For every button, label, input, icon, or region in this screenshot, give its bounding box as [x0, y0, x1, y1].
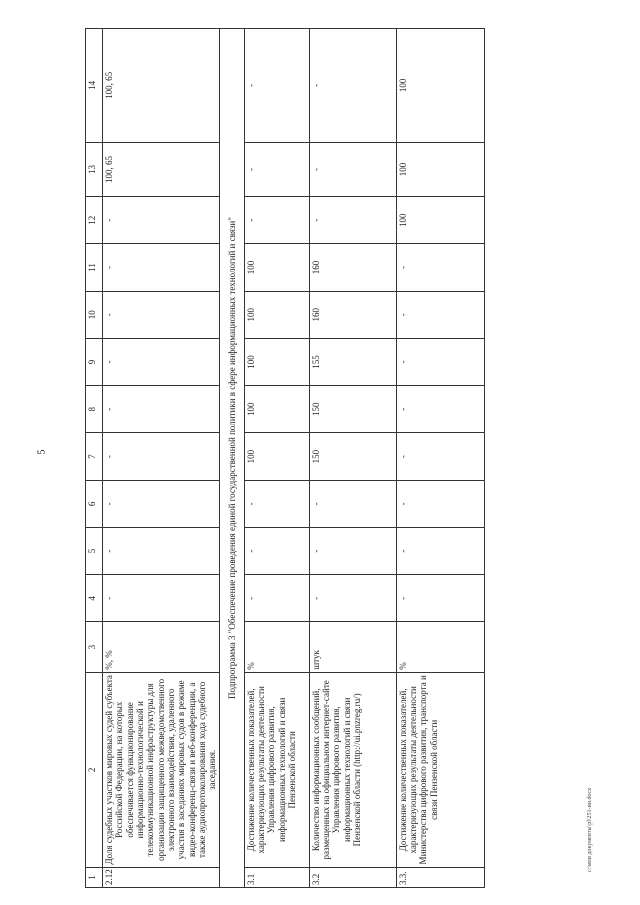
value-cell: 160 [309, 291, 396, 338]
value-cell: - [396, 480, 484, 527]
header-cell: 8 [86, 386, 103, 433]
value-cell: - [309, 575, 396, 622]
row-number-cell: 3.1 [244, 867, 309, 887]
value-cell: 100, 65 [103, 29, 220, 143]
header-cell: 12 [86, 197, 103, 244]
value-cell: - [244, 480, 309, 527]
value-cell: - [103, 338, 220, 385]
value-cell: - [396, 291, 484, 338]
value-cell: 100 [396, 29, 484, 143]
value-cell: - [396, 244, 484, 291]
value-cell: - [103, 386, 220, 433]
row-number-cell: 2.12 [103, 867, 220, 887]
header-cell: 11 [86, 244, 103, 291]
indicator-name-cell: Достижение количественных показателей, характеризующих результаты деятельности Министерства цифрового развития, транспорта и связи Пензенской области [396, 672, 484, 867]
value-cell: - [396, 527, 484, 574]
table-row [396, 29, 484, 888]
value-cell: - [103, 291, 220, 338]
value-cell: - [396, 433, 484, 480]
row-number-cell: 3.2 [309, 867, 396, 887]
row-number-cell: 3.3. [396, 867, 484, 887]
header-cell: 5 [86, 527, 103, 574]
value-cell: - [396, 338, 484, 385]
value-cell: - [103, 433, 220, 480]
value-cell: - [309, 480, 396, 527]
file-path-footer: c:\мои документы\pl\251-ии.docx [587, 787, 593, 873]
indicators-table [85, 28, 485, 888]
table-row [244, 29, 309, 888]
header-cell: 14 [86, 29, 103, 143]
header-cell: 4 [86, 575, 103, 622]
unit-cell: штук [309, 622, 396, 672]
value-cell: - [103, 575, 220, 622]
value-cell: 150 [309, 433, 396, 480]
value-cell: 100 [244, 338, 309, 385]
unit-cell: % [396, 622, 484, 672]
indicator-name-cell: Достижение количественных показателей, характеризующих результаты деятельности Управления цифрового развития, информационных технологий и связи Пензенской области [244, 672, 309, 867]
value-cell: - [244, 29, 309, 143]
unit-cell: % [244, 622, 309, 672]
value-cell: - [396, 575, 484, 622]
subprogram-row [219, 29, 244, 888]
value-cell: 100 [244, 244, 309, 291]
header-cell: 2 [86, 672, 103, 867]
subprogram-title: Подпрограмма 3 "Обеспечение проведения единой государственной политики в сфере информационных технологий и связи" [219, 29, 244, 888]
value-cell: 100 [396, 197, 484, 244]
value-cell: - [103, 527, 220, 574]
value-cell: - [103, 197, 220, 244]
indicator-name-cell: Доля судебных участков мировых судей субъекта Российской Федерации, на которых обеспечивается функционирование информационно-технологической и телекоммуникационной инфраструктуры для организации защищенного межведомственного электронного взаимодействия, удаленного участия в заседаниях мировых судов в режиме видео-конференц-связи и веб-конференции, а также аудиопротоколирования хода судебного заседания. [103, 672, 220, 867]
header-cell: 3 [86, 622, 103, 672]
value-cell: - [244, 575, 309, 622]
value-cell: - [244, 197, 309, 244]
indicator-name-cell: Количество информационных сообщений, размещенных на официальном интернет-сайте Управления цифрового развития, информационных технологий и связи Пензенской области (http://ui.pnzreg.ru/) [309, 672, 396, 867]
table-body [86, 29, 485, 888]
value-cell: - [309, 197, 396, 244]
value-cell: 100 [396, 142, 484, 196]
value-cell: - [244, 527, 309, 574]
header-cell: 9 [86, 338, 103, 385]
value-cell: - [309, 527, 396, 574]
header-cell: 6 [86, 480, 103, 527]
table-row [103, 29, 220, 888]
header-cell: 1 [86, 867, 103, 887]
value-cell: - [103, 244, 220, 291]
unit-cell: %, % [103, 622, 220, 672]
value-cell: 100, 65 [103, 142, 220, 196]
value-cell: - [309, 29, 396, 143]
header-row [86, 29, 103, 888]
rotated-table-area [85, 28, 615, 888]
value-cell: - [244, 142, 309, 196]
value-cell: - [396, 386, 484, 433]
value-cell: 155 [309, 338, 396, 385]
header-cell: 13 [86, 142, 103, 196]
header-cell: 7 [86, 433, 103, 480]
value-cell: 100 [244, 386, 309, 433]
value-cell: 150 [309, 386, 396, 433]
value-cell: 160 [309, 244, 396, 291]
value-cell: - [103, 480, 220, 527]
header-cell: 10 [86, 291, 103, 338]
table-row [309, 29, 396, 888]
value-cell: 100 [244, 291, 309, 338]
page-number: 5 [36, 449, 48, 455]
value-cell: 100 [244, 433, 309, 480]
value-cell: - [309, 142, 396, 196]
